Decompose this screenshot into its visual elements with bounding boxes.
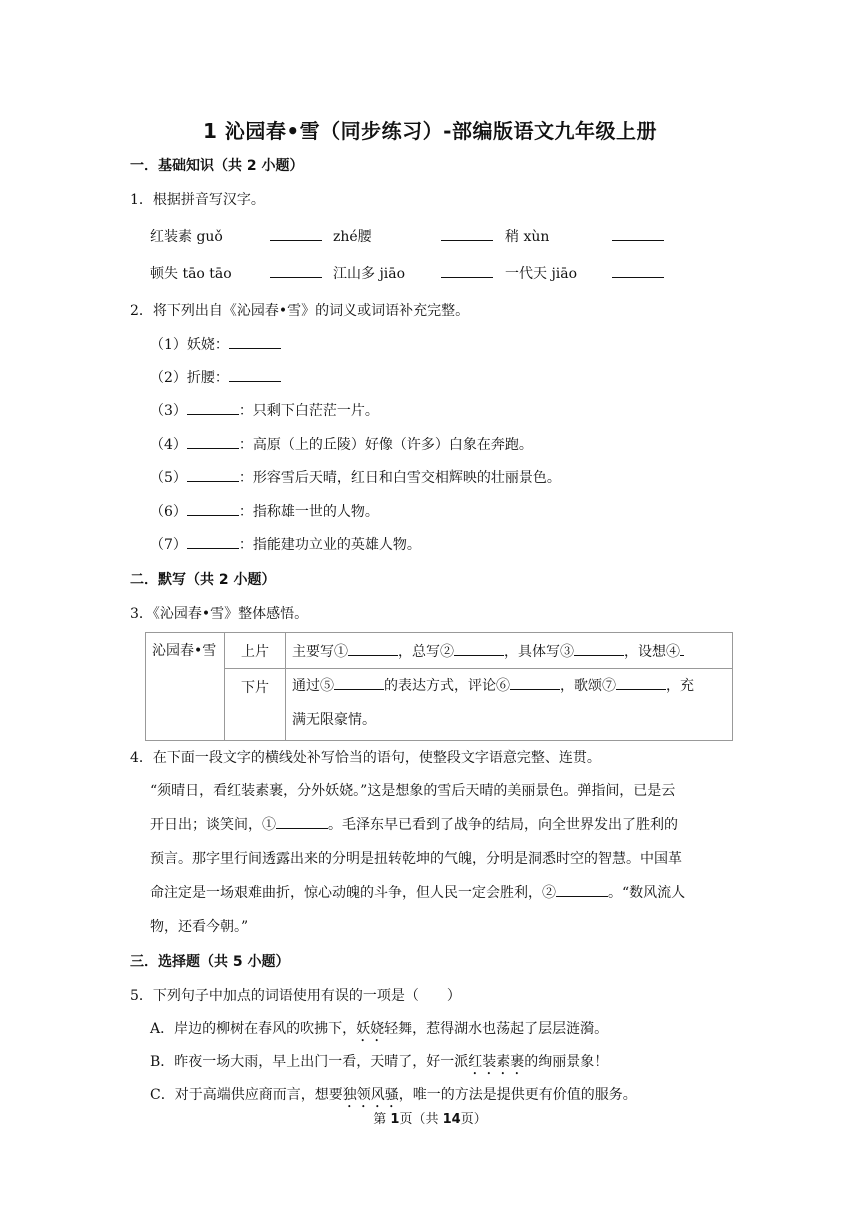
table-cell-upper-text: 主要写① ，总写② ，具体写③ ，设想④ [286,633,733,669]
q2-blank-5[interactable] [187,467,239,482]
q1-blank-5[interactable] [441,263,493,285]
q1-item-1: 红装素 guǒ [150,229,223,245]
section-heading-2: 二．默写（共 2 小题） [130,572,276,588]
q2-item-7: （7） ：指能建功立业的英雄人物。 [150,534,421,556]
q2-blank-6[interactable] [187,501,239,516]
q1-blank-6[interactable] [612,263,664,285]
table-cell-lower-text: 通过⑤ 的表达方式，评论⑥ ，歌颂⑦ ，充 满无限豪情。 [286,669,733,741]
q2-blank-4[interactable] [187,434,239,449]
table-blank-7[interactable] [616,675,666,690]
table-cell-lower: 下片 [225,669,286,741]
total-pages: 14 [442,1112,461,1127]
q2-item-6: （6） ：指称雄一世的人物。 [150,501,379,523]
q4-line-3: 预言。那字里行间透露出来的分明是扭转乾坤的气魄，分明是洞悉时空的智慧。中国革 [150,851,682,867]
q4-stem: 4．在下面一段文字的横线处补写恰当的语句，使整段文字语意完整、连贯。 [130,750,601,766]
q4-blank-1[interactable] [276,814,328,829]
q2-blank-3[interactable] [187,400,239,415]
q5-option-c[interactable]: C．对于高端供应商而言，想要独领风骚，唯一的方法是提供更有价值的服务。 [150,1087,637,1103]
table-cell-poem: 沁园春•雪 [146,633,225,741]
table-blank-3[interactable] [574,641,624,656]
table-blank-6[interactable] [510,675,560,690]
q2-stem: 2．将下列出自《沁园春•雪》的词义或词语补充完整。 [130,303,470,319]
q2-item-2: （2）折腰： [150,367,281,389]
table-blank-2[interactable] [454,641,504,656]
q1-blank-2[interactable] [441,226,493,248]
q1-item-4: 顿失 tāo tāo [150,266,232,282]
q4-blank-2[interactable] [556,882,608,897]
table-cell-upper: 上片 [225,633,286,669]
table-blank-4[interactable] [680,641,684,656]
q2-blank-7[interactable] [187,534,239,549]
section-heading-1: 一．基础知识（共 2 小题） [130,158,304,174]
q4-line-2: 开日出；谈笑间，① 。毛泽东早已看到了战争的结局，向全世界发出了胜利的 [150,814,678,836]
q2-item-3: （3） ：只剩下白茫茫一片。 [150,400,379,422]
q5-option-b[interactable]: B．昨夜一场大雨，早上出门一看，天晴了，好一派红装素裹的绚丽景象！ [150,1054,609,1070]
q1-item-2: zhé腰 [333,229,372,245]
q5-option-a[interactable]: A．岸边的柳树在春风的吹拂下，妖娆轻舞，惹得湖水也荡起了层层涟漪。 [150,1021,609,1037]
q2-blank-1[interactable] [229,334,281,349]
page-footer: 第 1页（共 14页） [373,1112,487,1127]
q1-blank-3[interactable] [612,226,664,248]
q5-stem: 5．下列句子中加点的词语使用有误的一项是（ ） [130,988,461,1004]
q1-item-6: 一代天 jiāo [505,266,578,282]
section-heading-3: 三．选择题（共 5 小题） [130,954,290,970]
q1-blank-1[interactable] [270,226,322,248]
q4-line-5: 物，还看今朝。” [150,919,249,935]
q1-item-5: 江山多 jiāo [333,266,406,282]
q1-stem: 1．根据拼音写汉字。 [130,192,265,208]
page-number: 1 [390,1112,400,1127]
q4-line-1: “须晴日，看红装素裹，分外妖娆。”这是想象的雪后天晴的美丽景色。弹指间，已是云 [150,783,676,799]
q2-item-5: （5） ：形容雪后天晴，红日和白雪交相辉映的壮丽景色。 [150,467,561,489]
table-blank-5[interactable] [334,675,384,690]
table-blank-1[interactable] [348,641,398,656]
page-title: 1 沁园春•雪（同步练习）-部编版语文九年级上册 [203,119,657,143]
summary-table [145,632,733,741]
q1-item-3: 稍 xùn [505,229,550,245]
q3-stem: 3．《沁园春•雪》整体感悟。 [130,606,309,622]
q2-item-4: （4） ：高原（上的丘陵）好像（许多）白象在奔跑。 [150,434,533,456]
q4-line-4: 命注定是一场艰难曲折，惊心动魄的斗争，但人民一定会胜利，② 。“数风流人 [150,882,685,904]
q1-blank-4[interactable] [270,263,322,285]
q2-item-1: （1）妖娆： [150,334,281,356]
q2-blank-2[interactable] [229,367,281,382]
